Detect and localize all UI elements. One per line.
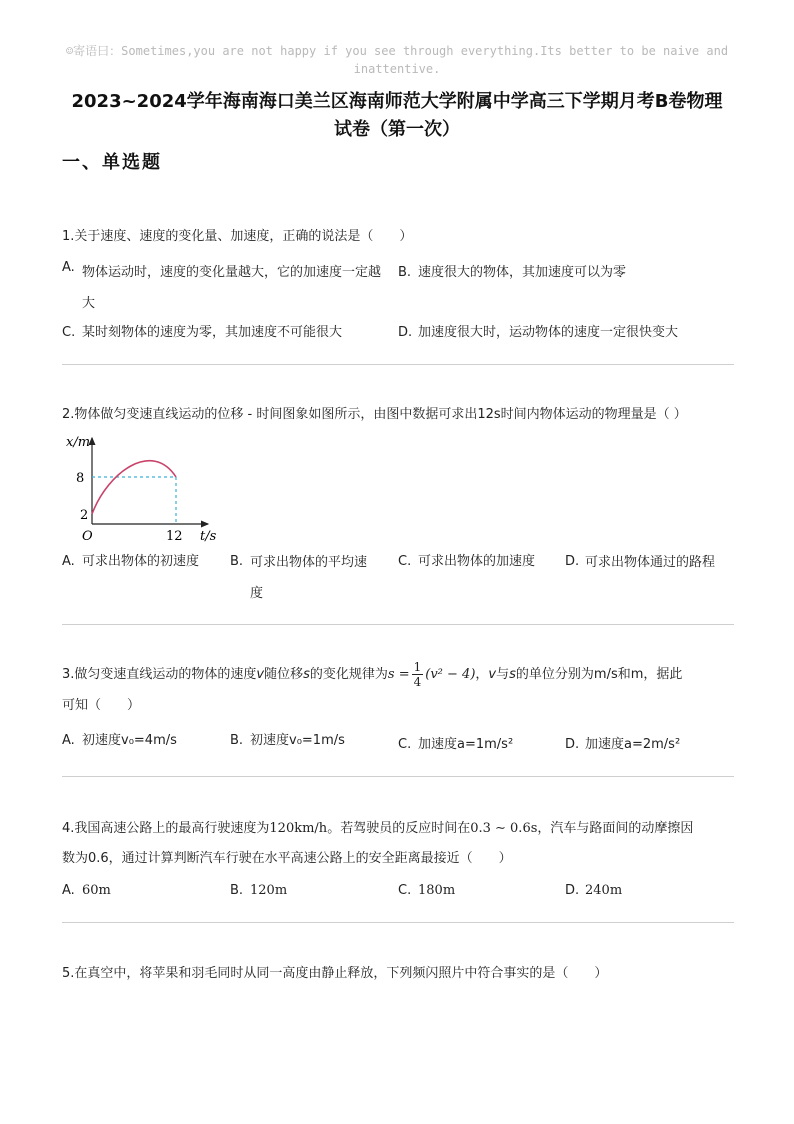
displacement-curve: [92, 461, 176, 514]
option-b[interactable]: [230, 880, 390, 902]
stem-text: ，汽车与路面间的动摩擦因: [537, 821, 694, 836]
option-a[interactable]: [62, 880, 222, 902]
question-stem-line-2: 数为0.6，通过计算判断汽车行驶在水平高速公路上的安全距离最接近（ ）: [62, 851, 512, 866]
option-c[interactable]: [398, 880, 558, 902]
fraction-denominator: 4: [413, 675, 422, 689]
option-d[interactable]: [565, 734, 725, 756]
stem-text: 的单位分别为m/s和m，据此: [515, 667, 683, 682]
option-label: A.: [62, 883, 75, 898]
title-line-1: 2023~2024学年海南海口美兰区海南师范大学附属中学高三下学期月考B卷物理: [71, 91, 723, 112]
option-text: 速度很大的物体，其加速度可以为零: [418, 265, 627, 280]
option-text: 可求出物体的加速度: [418, 554, 536, 569]
option-b[interactable]: [398, 262, 698, 284]
option-label: A.: [62, 733, 75, 748]
option-label: B.: [230, 883, 244, 898]
x-t-graph: [62, 432, 227, 544]
option-text: 初速度v₀=4m/s: [82, 733, 177, 748]
option-label: D.: [565, 554, 580, 569]
option-label: C.: [398, 737, 412, 752]
option-label: D.: [398, 325, 413, 340]
variable-v: v: [256, 667, 265, 682]
option-text: 可求出物体通过的路程: [585, 555, 716, 570]
stem-text: 。若驾驶员的反应时间在: [327, 821, 471, 836]
option-d[interactable]: [565, 551, 725, 578]
question-5: [62, 963, 734, 985]
origin-label: O: [82, 529, 93, 544]
speed-value: 120km/h: [269, 821, 328, 836]
time-range-value: 0.3 ∼ 0.6s: [470, 821, 538, 836]
y-axis-label: x/m: [66, 435, 91, 450]
option-d[interactable]: [398, 322, 728, 344]
question-stem: [62, 660, 734, 689]
variable-v: v: [488, 667, 497, 682]
question-stem: 5.在真空中，将苹果和羽毛同时从同一高度由静止释放，下列频闪照片中符合事实的是（ ）: [62, 966, 608, 981]
option-label: C.: [398, 883, 412, 898]
option-a[interactable]: [62, 257, 392, 319]
option-label: B.: [398, 265, 412, 280]
divider: [62, 624, 734, 625]
option-label: B.: [230, 733, 244, 748]
option-text: 加速度a=1m/s²: [418, 737, 514, 752]
question-4: [62, 818, 734, 870]
stem-text: 3.做匀变速直线运动的物体的速度: [62, 667, 257, 682]
stem-text: 4.我国高速公路上的最高行驶速度为: [62, 821, 270, 836]
variable-s: s: [303, 667, 310, 682]
option-text: 可求出物体的初速度: [82, 554, 200, 569]
divider: [62, 776, 734, 777]
question-2: [62, 404, 734, 426]
y-tick-label: 8: [76, 471, 85, 486]
option-label: A.: [62, 554, 75, 569]
divider: [62, 364, 734, 365]
option-text: 240m: [585, 883, 623, 898]
stem-text: 与: [496, 667, 510, 682]
option-label: B.: [230, 554, 244, 569]
option-label: C.: [398, 554, 412, 569]
motto-text: ☺寄语曰：Sometimes,you are not happy if you see through everything.Its better to be naive and inattentive.: [65, 44, 729, 76]
y-tick-label: 2: [80, 508, 89, 523]
option-text: 某时刻物体的速度为零，其加速度不可能很大: [82, 325, 343, 340]
stem-text: ，: [475, 667, 489, 682]
question-stem: [62, 818, 734, 840]
option-a[interactable]: [62, 551, 222, 573]
question-stem: 2.物体做匀变速直线运动的位移 - 时间图象如图所示，由图中数据可求出12s时间内物体运动的物理量是（ ）: [62, 407, 687, 422]
stem-text: 的变化规律为: [309, 667, 388, 682]
x-axis-label: t/s: [200, 529, 217, 544]
section-heading: 一、单选题: [62, 152, 162, 173]
question-1: [62, 226, 734, 248]
title-line-2: 试卷（第一次）: [334, 119, 460, 140]
option-text: 加速度很大时，运动物体的速度一定很快变大: [418, 325, 679, 340]
option-b[interactable]: [230, 730, 390, 752]
page-title: [40, 88, 754, 144]
option-text: 可求出物体的平均速度: [250, 555, 368, 601]
option-c[interactable]: [398, 551, 558, 573]
option-text: 初速度v₀=1m/s: [250, 733, 345, 748]
option-label: D.: [565, 883, 580, 898]
fraction: [412, 660, 424, 689]
option-text: 加速度a=2m/s²: [585, 737, 681, 752]
option-b[interactable]: [230, 551, 380, 609]
option-a[interactable]: [62, 730, 222, 752]
x-tick-label: 12: [166, 529, 183, 544]
divider: [62, 922, 734, 923]
option-text: 物体运动时，速度的变化量越大，它的加速度一定越大: [82, 265, 382, 311]
question-stem: 1.关于速度、速度的变化量、加速度，正确的说法是（ ）: [62, 229, 413, 244]
option-text: 120m: [250, 883, 288, 898]
option-c[interactable]: [62, 322, 392, 344]
fraction-numerator: 1: [413, 660, 422, 674]
option-c[interactable]: [398, 734, 558, 756]
option-label: D.: [565, 737, 580, 752]
option-text: 60m: [82, 883, 111, 898]
option-d[interactable]: [565, 880, 725, 902]
formula-paren: (v² − 4): [425, 667, 476, 682]
formula-lhs: s =: [387, 667, 410, 682]
question-3: [62, 660, 734, 717]
option-label: A.: [62, 260, 75, 275]
option-label: C.: [62, 325, 76, 340]
option-text: 180m: [418, 883, 456, 898]
question-stem-line-2: 可知（ ）: [62, 698, 141, 713]
variable-s: s: [509, 667, 516, 682]
stem-text: 随位移: [264, 667, 304, 682]
